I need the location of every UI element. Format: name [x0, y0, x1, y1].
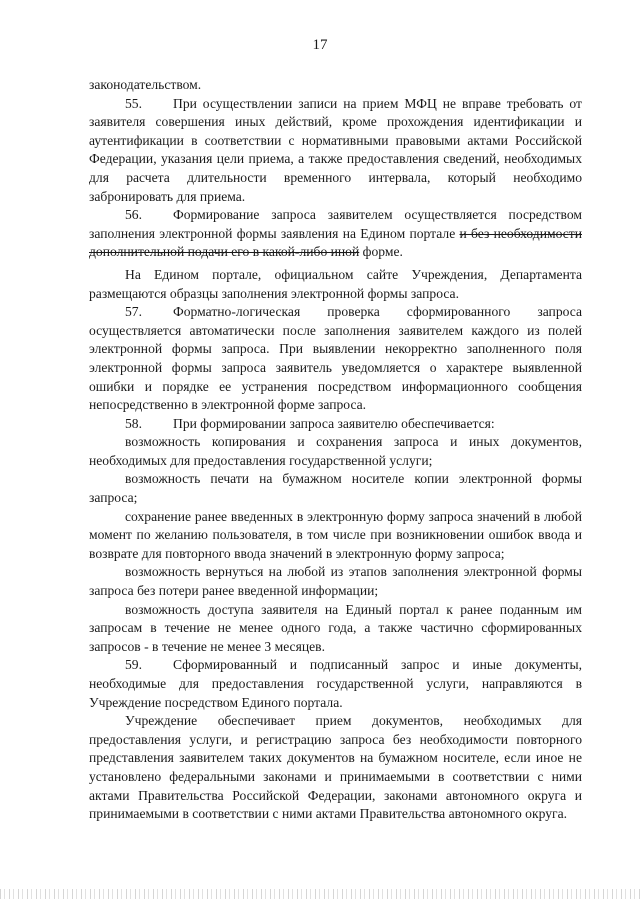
- paragraph-57: 57. Форматно-логическая проверка сформированного запроса осуществляется автоматически после заполнения заявителем каждого из полей электронной формы запроса. При выявлении некорректно заполненного поля электронной формы запроса заявитель уведомляется о характере выявленной ошибки и порядке ее устранения посредством информационного сообщения непосредственно в электронной форме запроса.: [89, 304, 582, 413]
- list-item: возможность вернуться на любой из этапов заполнения электронной формы запроса без потери ранее введенной информации;: [89, 564, 582, 599]
- list-item: сохранение ранее введенных в электронную форму запроса значений в любой момент по желанию пользователя, в том числе при возникновении ошибок ввода и возврате для повторного ввода значений в электронную форму запроса;: [89, 508, 582, 561]
- paragraph-56-samples: На Едином портале, официальном сайте Учреждения, Департамента размещаются образцы заполнения электронной формы запроса.: [89, 266, 582, 301]
- paragraph-continuation: законодательством.: [89, 77, 202, 92]
- document-body: [89, 76, 582, 824]
- paragraph-56: 56. Формирование запроса заявителем осуществляется посредством заполнения электронной формы заявления на Едином портале и без необходимости дополнительной подачи его в какой-либо иной форме.: [89, 207, 582, 260]
- paragraph-55: 55. При осуществлении записи на прием МФЦ не вправе требовать от заявителя совершения иных действий, кроме прохождения идентификации и аутентификации в соответствии с нормативными правовыми актами Российской Федерации, указания цели приема, а также предоставления сведений, необходимых для расчета длительности временного интервала, который необходимо забронировать для приема.: [89, 95, 582, 204]
- paragraph-59-reception: Учреждение обеспечивает прием документов, необходимых для предоставления услуги, и регистрацию запроса без необходимости повторного представления заявителем таких документов на бумажном носителе, если иное не установлено федеральными законами и принимаемыми в соответствии с ними актами Правительства Российской Федерации, законами автономного округа и принимаемыми в соответствии с ними актами Правительства автономного округа.: [89, 713, 582, 822]
- scan-artifact: [0, 889, 640, 899]
- page-number: 17: [312, 37, 328, 53]
- list-item: возможность доступа заявителя на Единый портал к ранее поданным им запросам в течение не менее одного года, а также частично сформированных запросов - в течение не менее 3 месяцев.: [89, 601, 582, 654]
- paragraph-59: 59. Сформированный и подписанный запрос и иные документы, необходимые для предоставления государственной услуги, направляются в Учреждение посредством Единого портала.: [89, 657, 582, 710]
- paragraph-58: 58. При формировании запроса заявителю обеспечивается:: [89, 415, 582, 434]
- paragraph-number: 55.: [125, 95, 142, 111]
- paragraph-number: 57.: [125, 304, 142, 320]
- paragraph-number: 58.: [125, 415, 142, 431]
- list-item: возможность копирования и сохранения запроса и иных документов, необходимых для предоставления государственной услуги;: [89, 434, 582, 468]
- paragraph-number: 56.: [125, 207, 142, 223]
- list-item: возможность печати на бумажном носителе копии электронной формы запроса;: [89, 471, 582, 506]
- struck-text: и без необходимости дополнительной подачи его в какой-либо иной: [89, 225, 582, 260]
- paragraph-number: 59.: [125, 657, 142, 673]
